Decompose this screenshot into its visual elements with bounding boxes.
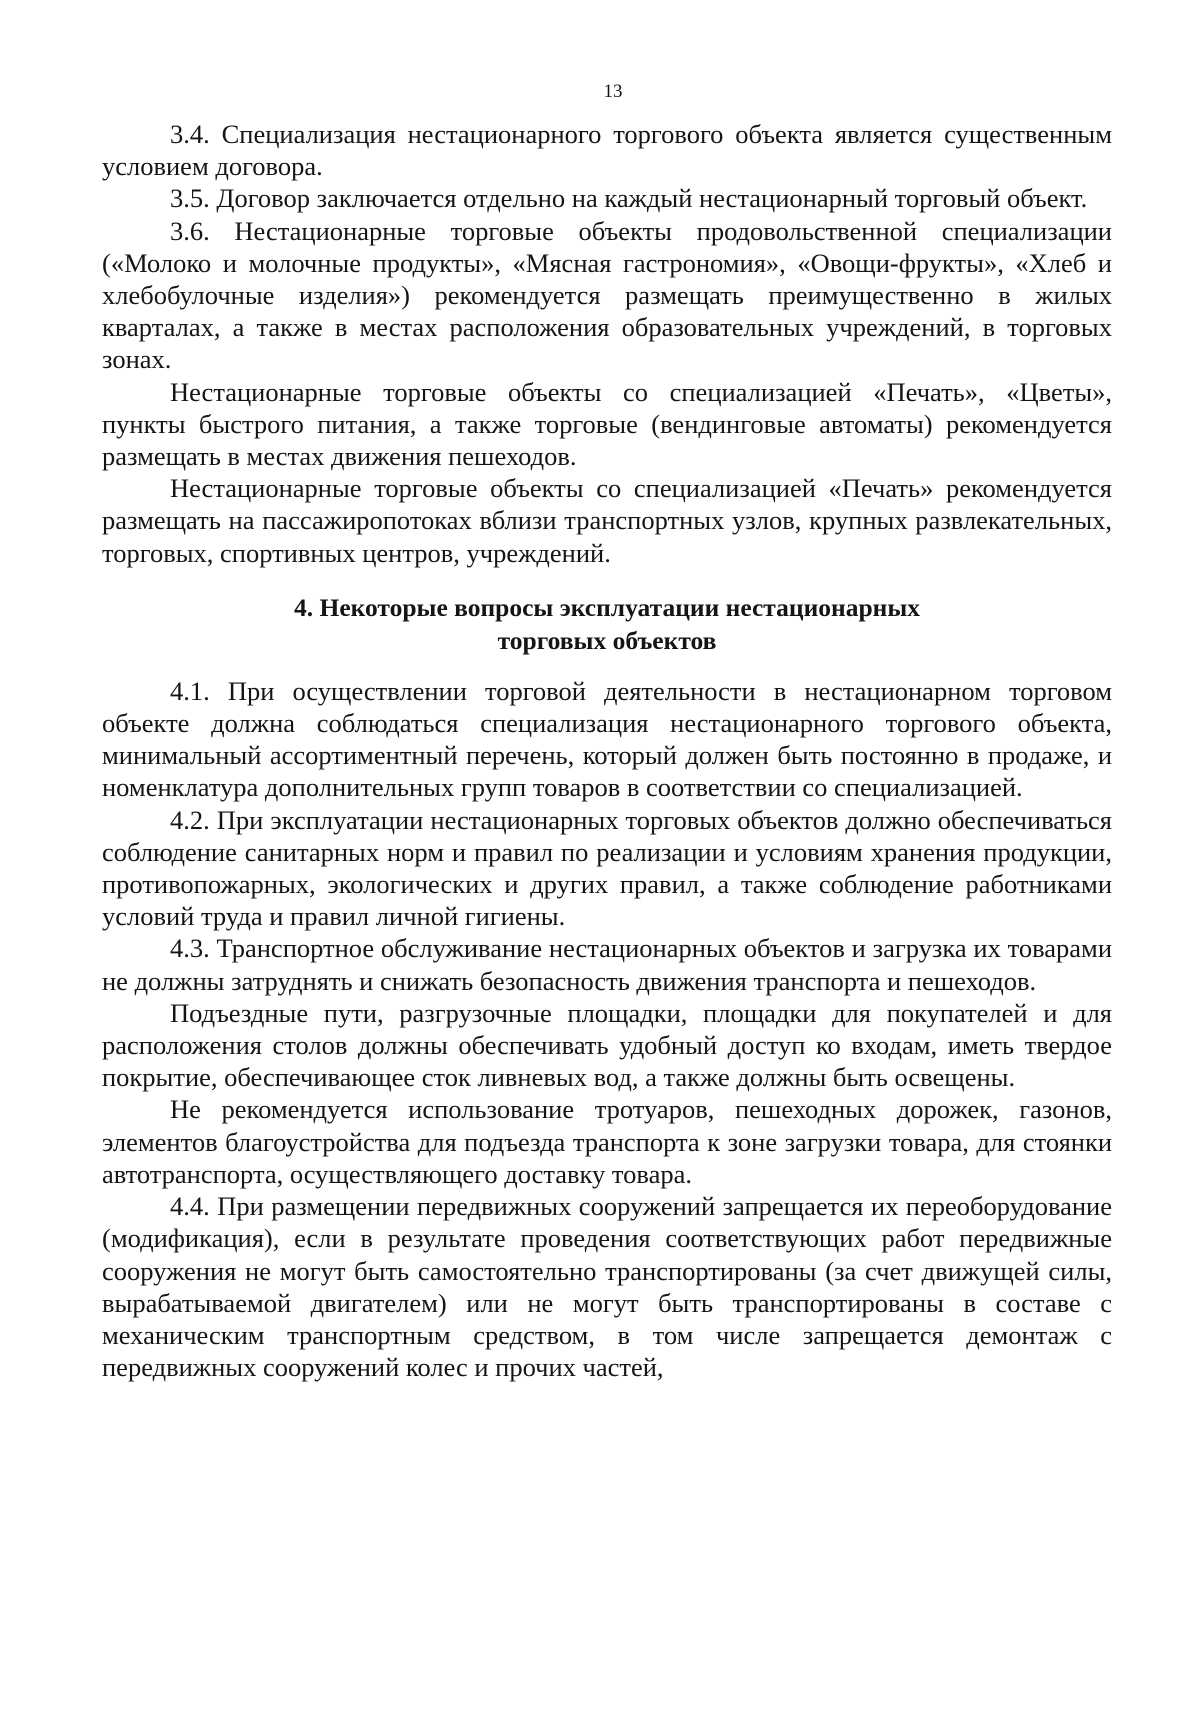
paragraph-4-3-access-roads: Подъездные пути, разгрузочные площадки, площадки для покупателей и для расположения столов должны обеспечивать удобный доступ ко входам, иметь твердое покрытие, обеспечивающее сток ливневых вод, а также должны быть освещены. bbox=[102, 997, 1112, 1093]
paragraph-4-3: 4.3. Транспортное обслуживание нестационарных объектов и загрузка их товарами не должны затруднять и снижать безопасность движения транспорта и пешеходов. bbox=[102, 933, 1112, 996]
paragraph-4-3-sidewalks: Не рекомендуется использование тротуаров, пешеходных дорожек, газонов, элементов благоустройства для подъезда транспорта к зоне загрузки товара, для стоянки автотранспорта, осуществляющего доставку товара. bbox=[102, 1094, 1112, 1189]
paragraph-4-2: 4.2. При эксплуатации нестационарных торговых объектов должно обеспечиваться соблюдение санитарных норм и правил по реализации и условиям хранения продукции, противопожарных, экологических и других правил, а также соблюдение работниками условий труда и правил личной гигиены. bbox=[102, 804, 1112, 932]
paragraph-4-1: 4.1. При осуществлении торговой деятельности в нестационарном торговом объекте должна соблюдаться специализация нестационарного торгового объекта, минимальный ассортиментный перечень, который должен быть постоянно в продаже, и номенклатура дополнительных групп товаров в соответствии со специализацией. bbox=[102, 675, 1112, 803]
page-number: 13 bbox=[603, 81, 623, 102]
paragraph-3-6-print-flowers: Нестационарные торговые объекты со специализацией «Печать», «Цветы», пункты быстрого питания, а также торговые (вендинговые автоматы) рекомендуется размещать в местах движения пешеходов. bbox=[102, 376, 1112, 472]
paragraph-3-6-print: Нестационарные торговые объекты со специализацией «Печать» рекомендуется размещать на пассажиропотоках вблизи транспортных узлов, крупных развлекательных, торговых, спортивных центров, учреждений. bbox=[102, 473, 1112, 568]
paragraph-3-4: 3.4. Специализация нестационарного торгового объекта является существенным условием договора. bbox=[102, 119, 1112, 182]
paragraph-3-5: 3.5. Договор заключается отдельно на каждый нестационарный торговый объект. bbox=[170, 183, 1088, 214]
section-4-heading: 4. Некоторые вопросы эксплуатации нестационарных торговых объектов bbox=[294, 592, 920, 655]
paragraph-4-4: 4.4. При размещении передвижных сооружений запрещается их переоборудование (модификация), если в результате проведения соответствующих работ передвижные сооружения не могут быть самостоятельно транспортированы (за счет движущей силы, вырабатываемой двигателем) или не могут быть транспортированы в составе с механическим транспортным средством, в том числе запрещается демонтаж с передвижных сооружений колес и прочих частей, bbox=[102, 1191, 1112, 1383]
document-page bbox=[102, 72, 1112, 1383]
paragraph-3-6: 3.6. Нестационарные торговые объекты продовольственной специализации («Молоко и молочные продукты», «Мясная гастрономия», «Овощи-фрукты», «Хлеб и хлебобулочные изделия») рекомендуется размещать преимущественно в жилых кварталах, а также в местах расположения образовательных учреждений, в торговых зонах. bbox=[102, 215, 1112, 375]
